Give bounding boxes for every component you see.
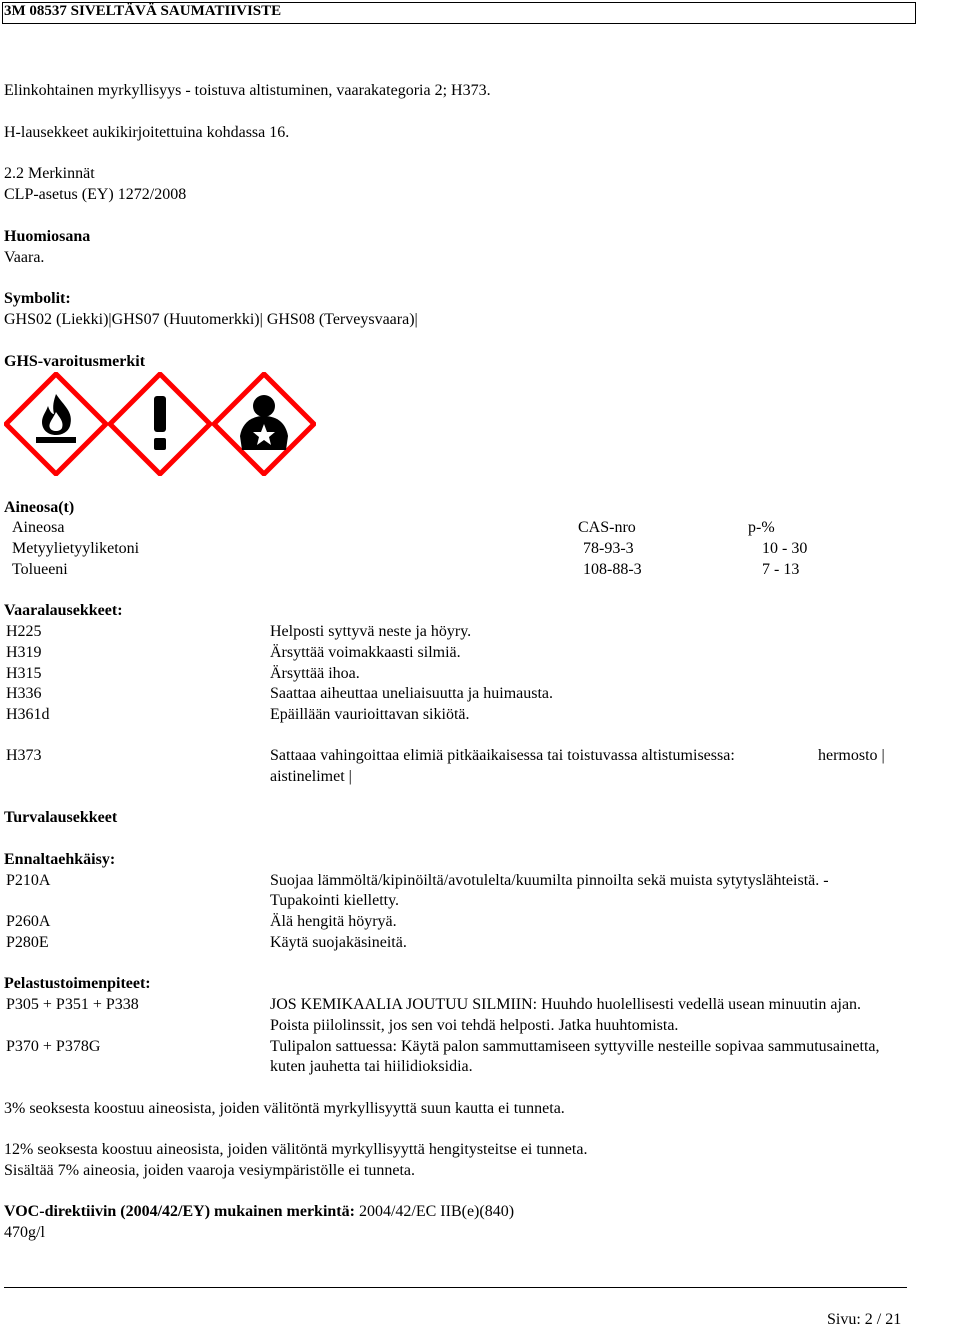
pictograms-label: GHS-varoitusmerkit [4,353,146,370]
ingredient-pct: 7 - 13 [762,561,800,578]
response-label: Pelastustoimenpiteet: [4,975,151,992]
hazard-code: H361d [6,706,50,723]
ingredients-header-pct: p-% [748,519,775,536]
hazard-text: Helposti syttyvä neste ja höyry. [270,623,472,640]
page-separator: / [876,1311,882,1328]
page-number [827,1310,901,1330]
precaution-text: Käytä suojakäsineitä. [270,934,407,951]
precaution-code: P280E [6,934,49,951]
inhalation-toxicity-note: 12% seoksesta koostuu aineosista, joiden välitöntä myrkyllisyyttä hengitysteitse ei tunneta. [4,1141,588,1158]
hazard-text-organ: hermosto | [818,747,885,764]
precaution-text: Älä hengitä höyryä. [270,913,397,930]
ingredient-name: Tolueeni [12,561,68,578]
hazard-text: Sattaaa vahingoittaa elimiä pitkäaikaisessa tai toistuvassa altistumisessa: [270,747,735,764]
precaution-code: P210A [6,872,51,889]
hazard-label: Vaaralausekkeet: [4,602,123,619]
hazard-code: H225 [6,623,42,640]
voc-amount: 470g/l [4,1224,45,1241]
ingredients-header-name: Aineosa [12,519,65,536]
footer-divider [4,1287,907,1288]
health-hazard-pictogram [212,372,316,476]
ingredients-header-cas: CAS-nro [578,519,636,536]
hazard-text: Ärsyttää voimakkaasti silmiä. [270,644,461,661]
aquatic-note: Sisältää 7% aineosia, joiden vaaroja vesiympäristölle ei tunneta. [4,1162,415,1179]
voc-value: 2004/42/EC IIB(e)(840) [358,1203,515,1220]
precaution-text: JOS KEMIKAALIA JOUTUU SILMIIN: Huuhdo huolellisesti vedellä usean minuutin ajan. [270,996,862,1013]
ingredient-cas: 78-93-3 [583,540,634,557]
precaution-text-cont: Tupakointi kielletty. [270,892,400,909]
precaution-text: Suojaa lämmöltä/kipinöiltä/avotulelta/kuumilta pinnoilta sekä muista sytytyslähteistä. - [270,872,829,889]
ingredient-name: Metyylietyyliketoni [12,540,140,557]
regulation-text: CLP-asetus (EY) 1272/2008 [4,186,187,203]
hazard-text-cont: aistinelimet | [270,768,352,785]
precautionary-label: Turvalausekkeet [4,809,118,826]
precaution-text: Tulipalon sattuessa: Käytä palon sammuttamiseen syttyville nesteille sopivaa sammutusainetta, [270,1038,880,1055]
hazard-code: H319 [6,644,42,661]
prevention-label: Ennaltaehkäisy: [4,851,116,868]
hazard-code: H336 [6,685,42,702]
exclamation-pictogram [108,372,212,476]
precaution-code: P260A [6,913,51,930]
hazard-text: Epäillään vaurioittavan sikiötä. [270,706,470,723]
hazard-code: H373 [6,747,42,764]
signal-word: Vaara. [4,249,45,266]
ingredients-label: Aineosa(t) [4,499,75,516]
signal-word-label: Huomiosana [4,228,91,245]
page-total: 21 [885,1311,902,1328]
precaution-text-cont: Poista piilolinssit, jos sen voi tehdä helposti. Jatka huuhtomista. [270,1017,679,1034]
precaution-text-cont: kuten jauhetta tai hiilidioksidia. [270,1058,473,1075]
ingredient-pct: 10 - 30 [762,540,808,557]
h-statements-note: H-lausekkeet aukikirjoitettuina kohdassa 16. [4,124,290,141]
section-heading: 2.2 Merkinnät [4,165,95,182]
document-title: 3M 08537 SIVELTÄVÄ SAUMATIIVISTE [4,3,282,19]
hazard-text: Saattaa aiheuttaa uneliaisuutta ja huimausta. [270,685,554,702]
precaution-code: P305 + P351 + P338 [6,996,139,1013]
classification-text: Elinkohtainen myrkyllisyys - toistuva altistuminen, vaarakategoria 2; H373. [4,82,491,99]
exclamation-icon [154,396,166,450]
voc-label: VOC-direktiivin (2004/42/EY) mukainen merkintä: [4,1203,355,1220]
page-label: Sivu: [827,1311,861,1328]
page-current: 2 [864,1311,873,1328]
precaution-code: P370 + P378G [6,1038,101,1055]
symbols-label: Symbolit: [4,290,71,307]
symbols-text: GHS02 (Liekki)|GHS07 (Huutomerkki)| GHS08 (Terveysvaara)| [4,311,418,328]
voc-line [4,1202,514,1222]
hazard-code: H315 [6,665,42,682]
hazard-text: Ärsyttää ihoa. [270,665,360,682]
flame-pictogram [4,372,108,476]
ingredient-cas: 108-88-3 [583,561,642,578]
oral-toxicity-note: 3% seoksesta koostuu aineosista, joiden välitöntä myrkyllisyyttä suun kautta ei tunneta. [4,1100,565,1117]
